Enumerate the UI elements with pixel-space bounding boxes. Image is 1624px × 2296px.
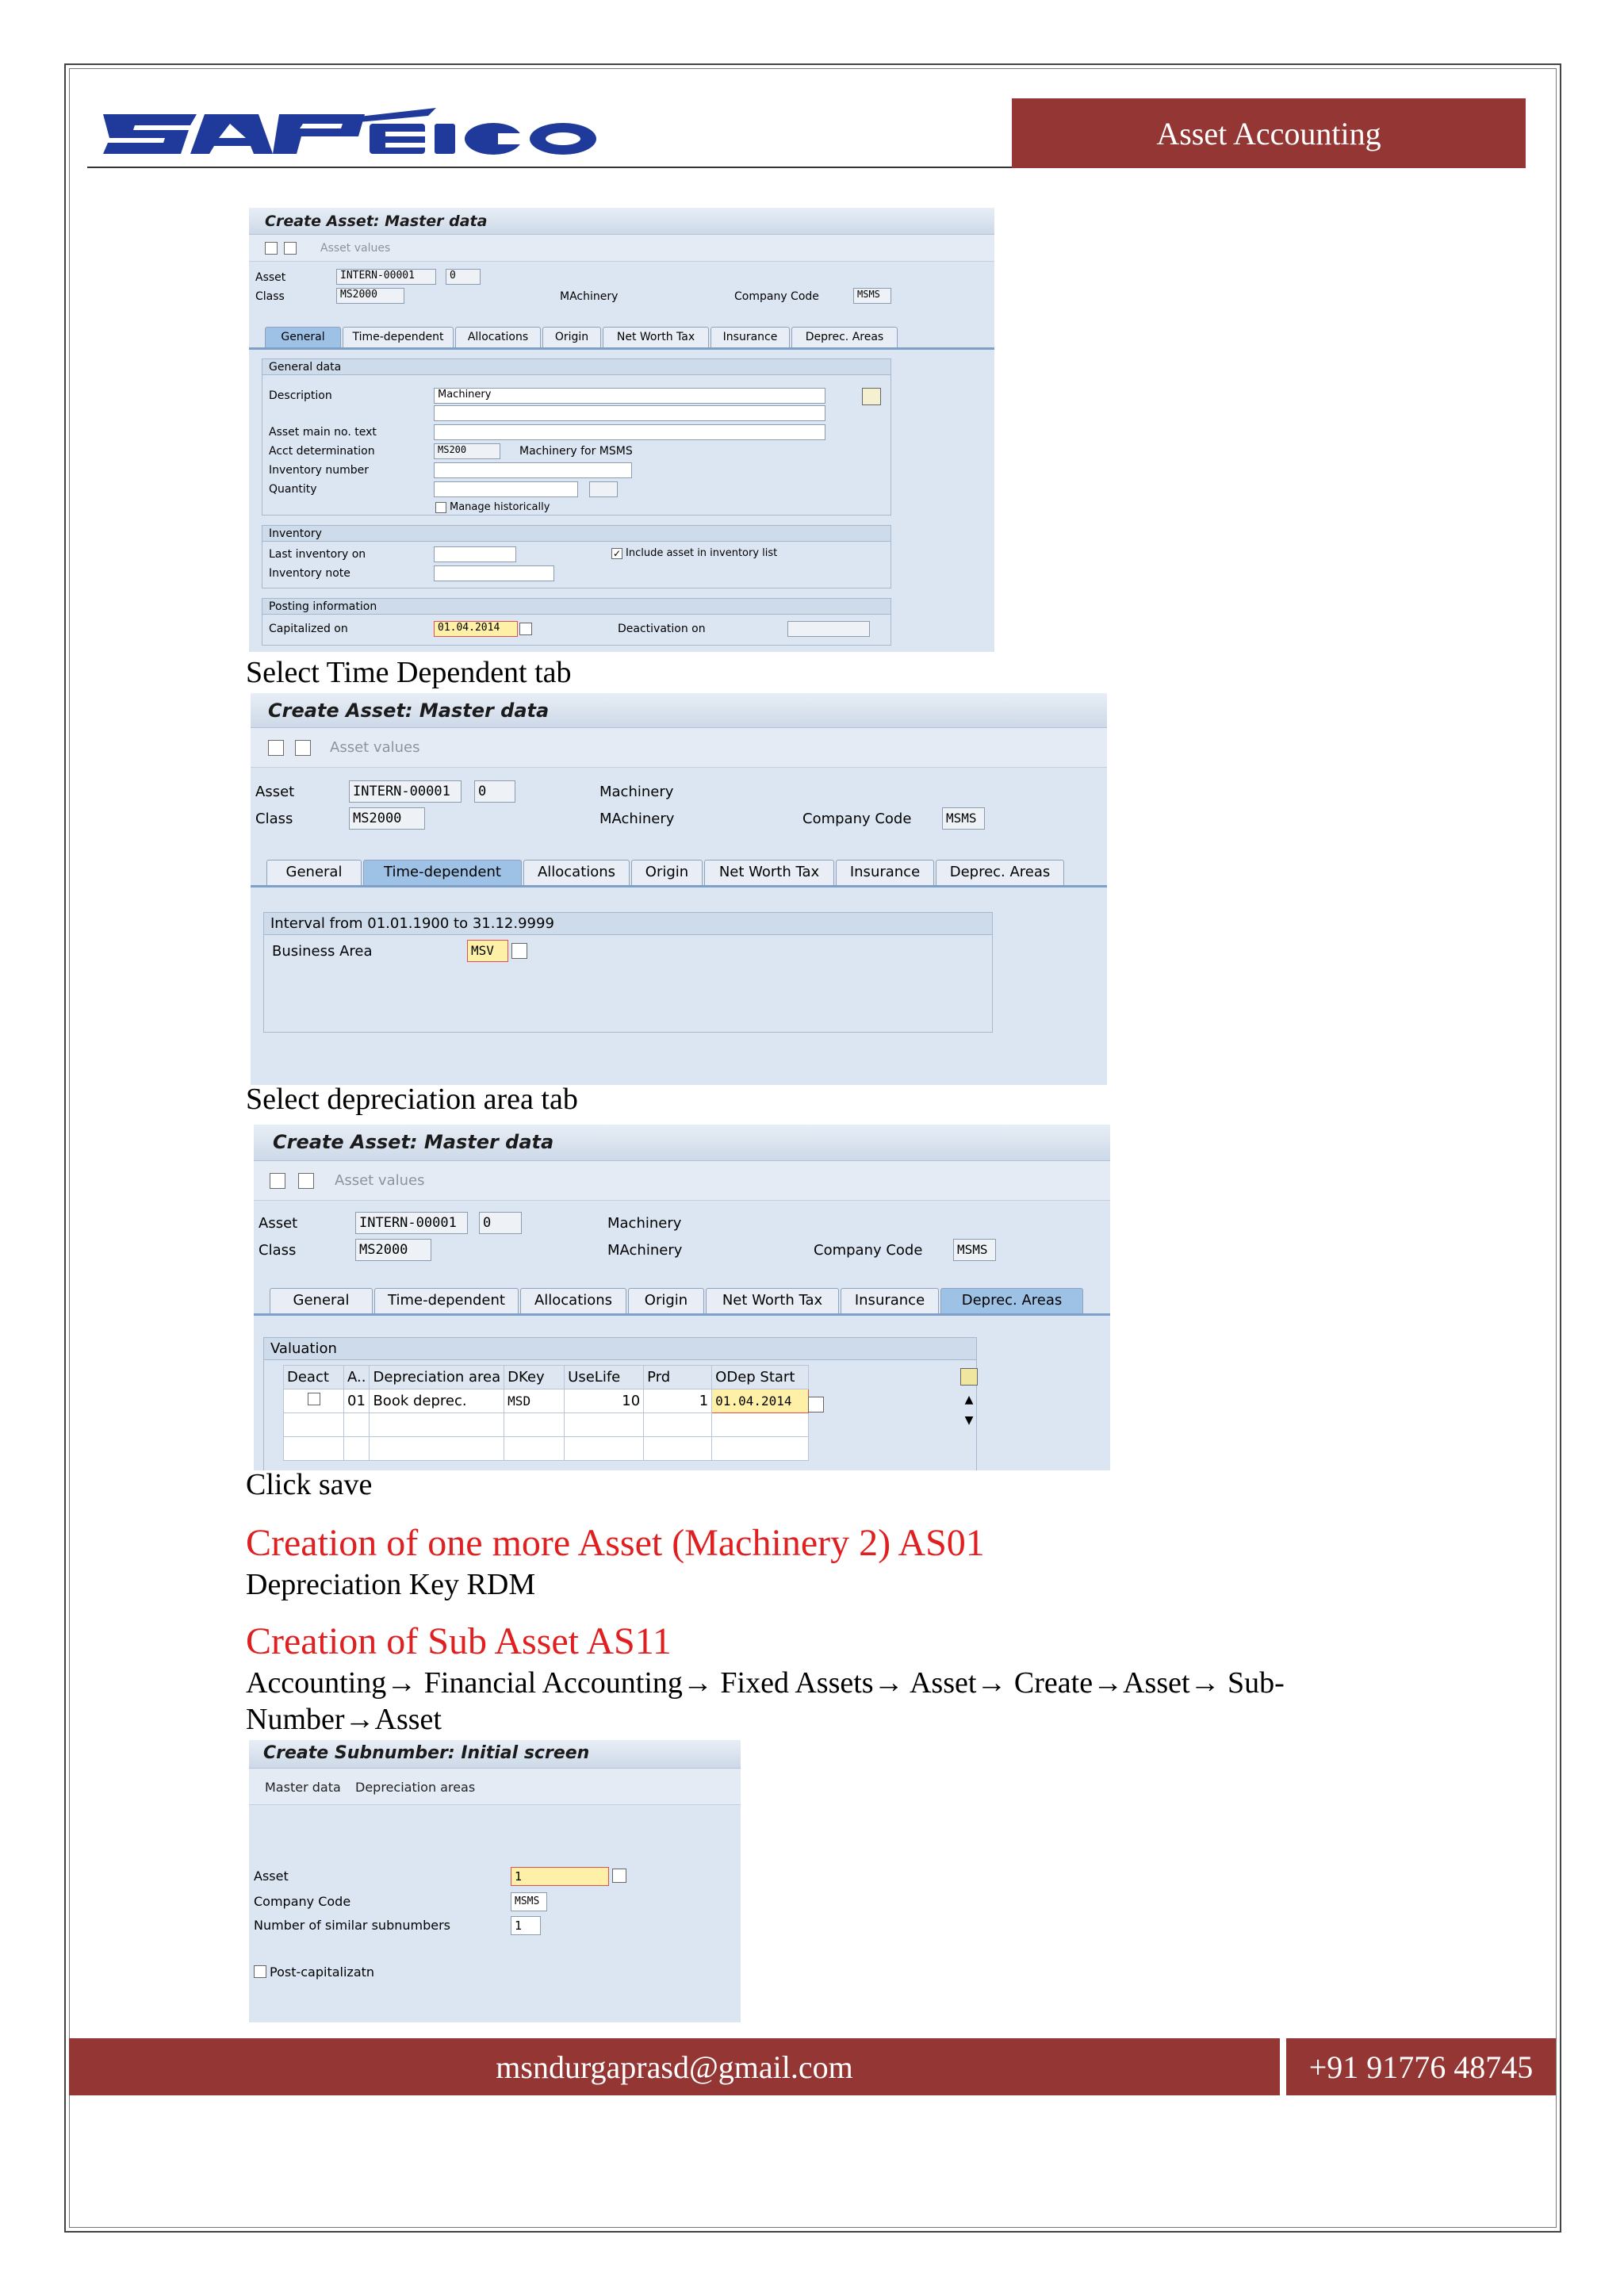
acct-determination-label: Acct determination (269, 445, 375, 458)
display-icon[interactable] (295, 740, 311, 756)
tab-origin[interactable]: Origin (628, 1288, 704, 1313)
acct-determination-field[interactable]: MS200 (434, 443, 500, 459)
class-field[interactable]: MS2000 (355, 1239, 431, 1261)
asset-subnumber-field[interactable]: 0 (479, 1212, 522, 1234)
valuation-group (263, 1337, 977, 1470)
class-description: MAchinery (599, 811, 675, 827)
calendar-icon[interactable] (519, 623, 532, 635)
table-header-row (284, 1366, 809, 1389)
deact-cell[interactable] (284, 1389, 344, 1413)
save-icon[interactable] (268, 740, 284, 756)
instruction-depreciation-tab: Select depreciation area tab (246, 1083, 578, 1116)
company-code-field[interactable]: MSMS (853, 288, 891, 304)
posting-info-group (262, 598, 891, 646)
company-code-label: Company Code (734, 290, 819, 303)
footer-email: msndurgaprasd@gmail.com (69, 2038, 1280, 2095)
asset-values-button[interactable]: Asset values (320, 242, 391, 255)
tab-time-dependent[interactable]: Time-dependent (374, 1288, 519, 1313)
heading-create-another-asset: Creation of one more Asset (Machinery 2) AS01 (246, 1522, 985, 1564)
inventory-number-label: Inventory number (269, 464, 369, 477)
instruction-time-dependent: Select Time Dependent tab (246, 656, 572, 689)
tab-deprec-areas[interactable]: Deprec. Areas (936, 860, 1064, 885)
area-cell: Book deprec. (370, 1389, 504, 1413)
business-area-field[interactable]: MSV (467, 940, 508, 962)
tab-time-dependent[interactable]: Time-dependent (343, 327, 454, 347)
window-title: Create Asset: Master data (251, 693, 1107, 728)
sap-screen-deprec-areas (254, 1125, 1110, 1470)
company-code-field[interactable]: MSMS (942, 807, 985, 830)
description-field-2[interactable] (434, 405, 825, 421)
asset-subnumber-field[interactable]: 0 (474, 780, 515, 803)
toolbar (249, 235, 994, 262)
dkey-cell[interactable]: MSD (504, 1389, 565, 1413)
tab-deprec-areas[interactable]: Deprec. Areas (791, 327, 898, 347)
display-icon[interactable] (284, 242, 297, 255)
asset-values-button[interactable]: Asset values (335, 1172, 425, 1189)
menu-path-line-1: Accounting→ Financial Accounting→ Fixed Assets→ Asset→ Create→Asset→ Sub- (246, 1666, 1285, 1700)
column-header[interactable]: Deact (284, 1366, 344, 1389)
column-header[interactable]: ODep Start (712, 1366, 809, 1389)
inventory-number-field[interactable] (434, 462, 632, 478)
asset-subnumber-field[interactable]: 0 (446, 269, 481, 285)
manage-historically-label: Manage historically (450, 501, 550, 513)
tab-origin[interactable]: Origin (631, 860, 703, 885)
include-inventory-checkbox[interactable]: ✓ (612, 548, 622, 559)
deactivation-on-field[interactable] (787, 621, 870, 637)
deact-checkbox[interactable] (308, 1393, 320, 1405)
column-header[interactable]: Prd (644, 1366, 712, 1389)
manage-historically-checkbox[interactable] (435, 502, 446, 513)
value-help-icon[interactable] (511, 943, 527, 959)
company-code-field[interactable]: MSMS (511, 1892, 547, 1911)
table-row (284, 1389, 809, 1413)
include-inventory-label: Include asset in inventory list (626, 547, 778, 559)
calendar-icon[interactable] (808, 1397, 824, 1412)
table-settings-icon[interactable] (960, 1368, 978, 1386)
asset-field[interactable]: 1 (511, 1867, 609, 1886)
tab-underline (254, 1313, 1110, 1316)
company-code-label: Company Code (254, 1894, 351, 1909)
asset-description: Machinery (607, 1215, 682, 1232)
tab-insurance[interactable]: Insurance (836, 860, 934, 885)
asset-label: Asset (254, 1869, 289, 1884)
value-help-icon[interactable] (612, 1869, 626, 1883)
group-header: General data (262, 359, 891, 375)
tab-net-worth-tax[interactable]: Net Worth Tax (603, 327, 709, 347)
prd-cell[interactable]: 1 (644, 1389, 712, 1413)
group-header: Inventory (262, 526, 891, 542)
asset-label: Asset (255, 784, 295, 800)
class-label: Class (255, 290, 285, 303)
general-data-group (262, 358, 891, 516)
master-data-button[interactable]: Master data (265, 1780, 341, 1795)
menu-path-line-2: Number→Asset (246, 1703, 442, 1736)
table-row (284, 1413, 809, 1437)
tab-net-worth-tax[interactable]: Net Worth Tax (706, 1288, 839, 1313)
tab-deprec-areas[interactable]: Deprec. Areas (940, 1288, 1083, 1313)
tab-strip (251, 860, 1107, 885)
tab-time-dependent[interactable]: Time-dependent (363, 860, 522, 885)
sap-screen-time-dependent (251, 693, 1107, 1085)
tab-insurance[interactable]: Insurance (841, 1288, 939, 1313)
quantity-field[interactable] (434, 481, 578, 497)
sap-fico-logo (103, 108, 603, 160)
tab-underline (251, 885, 1107, 887)
save-icon[interactable] (270, 1173, 285, 1189)
asset-description: Machinery (599, 784, 674, 800)
scroll-up-icon[interactable]: ▲ (964, 1393, 974, 1406)
capitalized-on-field[interactable]: 01.04.2014 (434, 621, 518, 637)
area-no-cell: 01 (344, 1389, 370, 1413)
asset-number-field[interactable]: INTERN-00001 (355, 1212, 468, 1234)
asset-main-no-label: Asset main no. text (269, 426, 377, 439)
toolbar (251, 728, 1107, 768)
heading-create-sub-asset: Creation of Sub Asset AS11 (246, 1620, 672, 1662)
tab-net-worth-tax[interactable]: Net Worth Tax (704, 860, 834, 885)
class-description: MAchinery (607, 1242, 683, 1259)
tab-general[interactable]: General (270, 1288, 373, 1313)
post-capitalization-checkbox[interactable] (254, 1965, 266, 1978)
display-icon[interactable] (298, 1173, 314, 1189)
class-description: MAchinery (560, 290, 619, 303)
tab-allocations[interactable]: Allocations (455, 327, 541, 347)
toolbar (254, 1161, 1110, 1201)
description-field[interactable]: Machinery (434, 388, 825, 404)
last-inventory-label: Last inventory on (269, 548, 366, 561)
description-label: Description (269, 389, 332, 402)
unit-field[interactable] (589, 481, 618, 497)
company-code-label: Company Code (802, 811, 912, 827)
odep-start-cell[interactable]: 01.04.2014 (712, 1389, 809, 1413)
class-field[interactable]: MS2000 (349, 807, 425, 830)
class-field[interactable]: MS2000 (336, 288, 404, 304)
asset-label: Asset (259, 1215, 298, 1232)
quantity-label: Quantity (269, 483, 317, 496)
tab-general[interactable]: General (266, 860, 362, 885)
header-rule (87, 167, 1015, 168)
depreciation-areas-button[interactable]: Depreciation areas (355, 1780, 476, 1795)
section-title: Asset Accounting (1012, 98, 1526, 168)
similar-subnumbers-field[interactable]: 1 (511, 1916, 541, 1935)
depreciation-table (283, 1365, 809, 1461)
tab-general[interactable]: General (265, 327, 341, 347)
column-header[interactable]: UseLife (565, 1366, 644, 1389)
asset-number-field[interactable]: INTERN-00001 (336, 269, 436, 285)
capitalized-on-label: Capitalized on (269, 623, 348, 635)
class-label: Class (259, 1242, 297, 1259)
toolbar (249, 1769, 741, 1805)
depreciation-key-text: Depreciation Key RDM (246, 1568, 536, 1601)
tab-insurance[interactable]: Insurance (710, 327, 790, 347)
window-title: Create Asset: Master data (249, 208, 994, 235)
asset-label: Asset (255, 271, 286, 284)
deactivation-on-label: Deactivation on (618, 623, 706, 635)
company-code-label: Company Code (814, 1242, 923, 1259)
tab-origin[interactable]: Origin (542, 327, 601, 347)
sap-screen-create-subnumber (249, 1740, 741, 2022)
window-title: Create Asset: Master data (254, 1125, 1110, 1161)
interval-header: Interval from 01.01.1900 to 31.12.9999 (264, 913, 992, 935)
group-header: Posting information (262, 599, 891, 615)
column-header[interactable]: DKey (504, 1366, 565, 1389)
post-capitalization-label: Post-capitalizatn (270, 1964, 375, 1980)
valuation-header: Valuation (264, 1338, 976, 1360)
tab-strip (249, 327, 994, 347)
save-icon[interactable] (265, 242, 278, 255)
asset-number-field[interactable]: INTERN-00001 (349, 780, 462, 803)
tab-strip (254, 1288, 1110, 1313)
company-code-field[interactable]: MSMS (953, 1239, 996, 1261)
acct-determination-desc: Machinery for MSMS (519, 445, 633, 458)
business-area-label: Business Area (272, 943, 373, 960)
edit-text-icon[interactable] (862, 388, 881, 405)
sap-screen-create-asset-general (249, 208, 994, 652)
column-header[interactable]: Depreciation area (370, 1366, 504, 1389)
last-inventory-field[interactable] (434, 546, 516, 562)
inventory-note-field[interactable] (434, 565, 554, 581)
window-title: Create Subnumber: Initial screen (249, 1740, 741, 1769)
similar-subnumbers-label: Number of similar subnumbers (254, 1918, 451, 1933)
inventory-group (262, 525, 891, 588)
table-row (284, 1437, 809, 1461)
class-label: Class (255, 811, 293, 827)
asset-main-no-field[interactable] (434, 424, 825, 440)
tab-underline (249, 347, 994, 350)
scroll-down-icon[interactable]: ▼ (964, 1414, 974, 1427)
asset-values-button[interactable]: Asset values (330, 739, 420, 756)
instruction-click-save: Click save (246, 1468, 373, 1501)
footer-phone: +91 91776 48745 (1286, 2038, 1556, 2095)
interval-group (263, 912, 993, 1033)
tab-allocations[interactable]: Allocations (523, 860, 630, 885)
tab-allocations[interactable]: Allocations (520, 1288, 626, 1313)
column-header[interactable]: A.. (344, 1366, 370, 1389)
uselife-cell[interactable]: 10 (565, 1389, 644, 1413)
inventory-note-label: Inventory note (269, 567, 350, 580)
